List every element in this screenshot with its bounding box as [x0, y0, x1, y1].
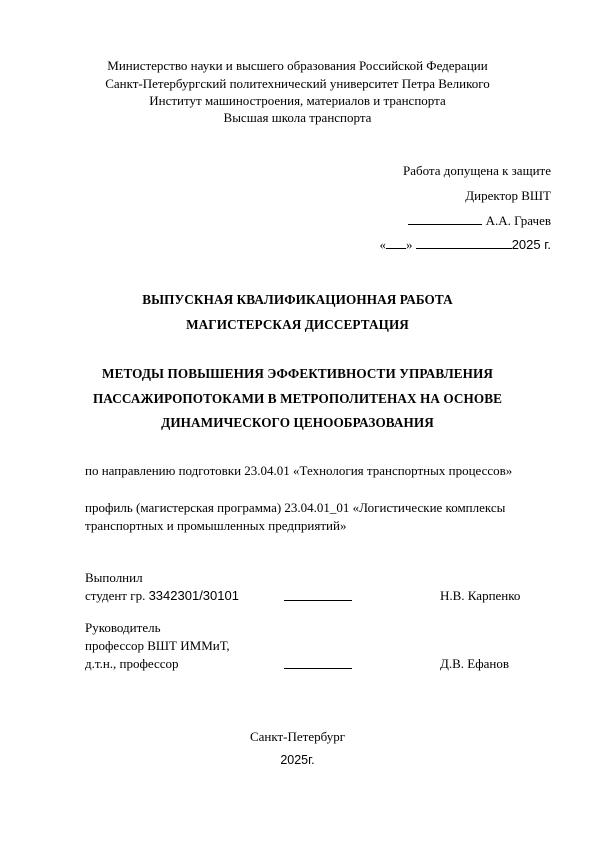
supervisor-name: Д.В. Ефанов — [440, 656, 510, 671]
group-number: 3342301/30101 — [148, 588, 239, 603]
director-name: А.А. Грачев — [485, 213, 551, 228]
author-signature-blank — [284, 588, 352, 605]
date-year: 2025 г. — [511, 237, 551, 252]
university-line: Санкт-Петербургский политехнический университет Петра Великого — [105, 76, 490, 91]
ministry-line: Министерство науки и высшего образования Российской Федерации — [107, 58, 488, 73]
approval-date-line — [379, 236, 551, 253]
author-label: Выполнил — [85, 570, 143, 585]
supervisor-degree: д.т.н., профессор — [85, 656, 179, 671]
footer-year: 2025г. — [280, 753, 315, 767]
institute-line: Институт машиностроения, материалов и транспорта — [149, 93, 446, 108]
approval-line: Работа допущена к защите — [402, 163, 551, 178]
supervisor-position: профессор ВШТ ИММиТ, — [85, 638, 230, 653]
supervisor-signature-blank — [284, 656, 352, 673]
thesis-title-line2: ПАССАЖИРОПОТОКАМИ В МЕТРОПОЛИТЕНАХ НА ОСНОВЕ — [92, 391, 503, 406]
profile-line2: транспортных и промышленных предприятий» — [85, 518, 347, 533]
profile-line1: профиль (магистерская программа) 23.04.01_01 «Логистические комплексы — [85, 500, 506, 515]
thesis-title-line1: МЕТОДЫ ПОВЫШЕНИЯ ЭФФЕКТИВНОСТИ УПРАВЛЕНИЯ — [102, 366, 493, 381]
thesis-title-line3: ДИНАМИЧЕСКОГО ЦЕНООБРАЗОВАНИЯ — [161, 415, 434, 430]
date-open-quote: « — [379, 237, 386, 252]
signature-blank — [408, 212, 482, 225]
footer-city: Санкт-Петербург — [249, 729, 346, 744]
work-type-line1: ВЫПУСКНАЯ КВАЛИФИКАЦИОННАЯ РАБОТА — [142, 292, 453, 307]
director-label: Директор ВШТ — [465, 188, 551, 203]
group-prefix: студент гр. — [85, 588, 149, 603]
supervisor-label: Руководитель — [85, 620, 161, 635]
work-type-line2: МАГИСТЕРСКАЯ ДИССЕРТАЦИЯ — [186, 317, 409, 332]
school-line: Высшая школа транспорта — [223, 110, 372, 125]
date-close-quote: » — [405, 237, 413, 252]
director-signature-line — [408, 212, 551, 229]
author-group-line — [85, 588, 239, 604]
month-blank — [416, 236, 512, 249]
author-name: Н.В. Карпенко — [440, 588, 521, 603]
day-blank — [386, 236, 406, 249]
direction-line: по направлению подготовки 23.04.01 «Технология транспортных процессов» — [85, 463, 513, 478]
